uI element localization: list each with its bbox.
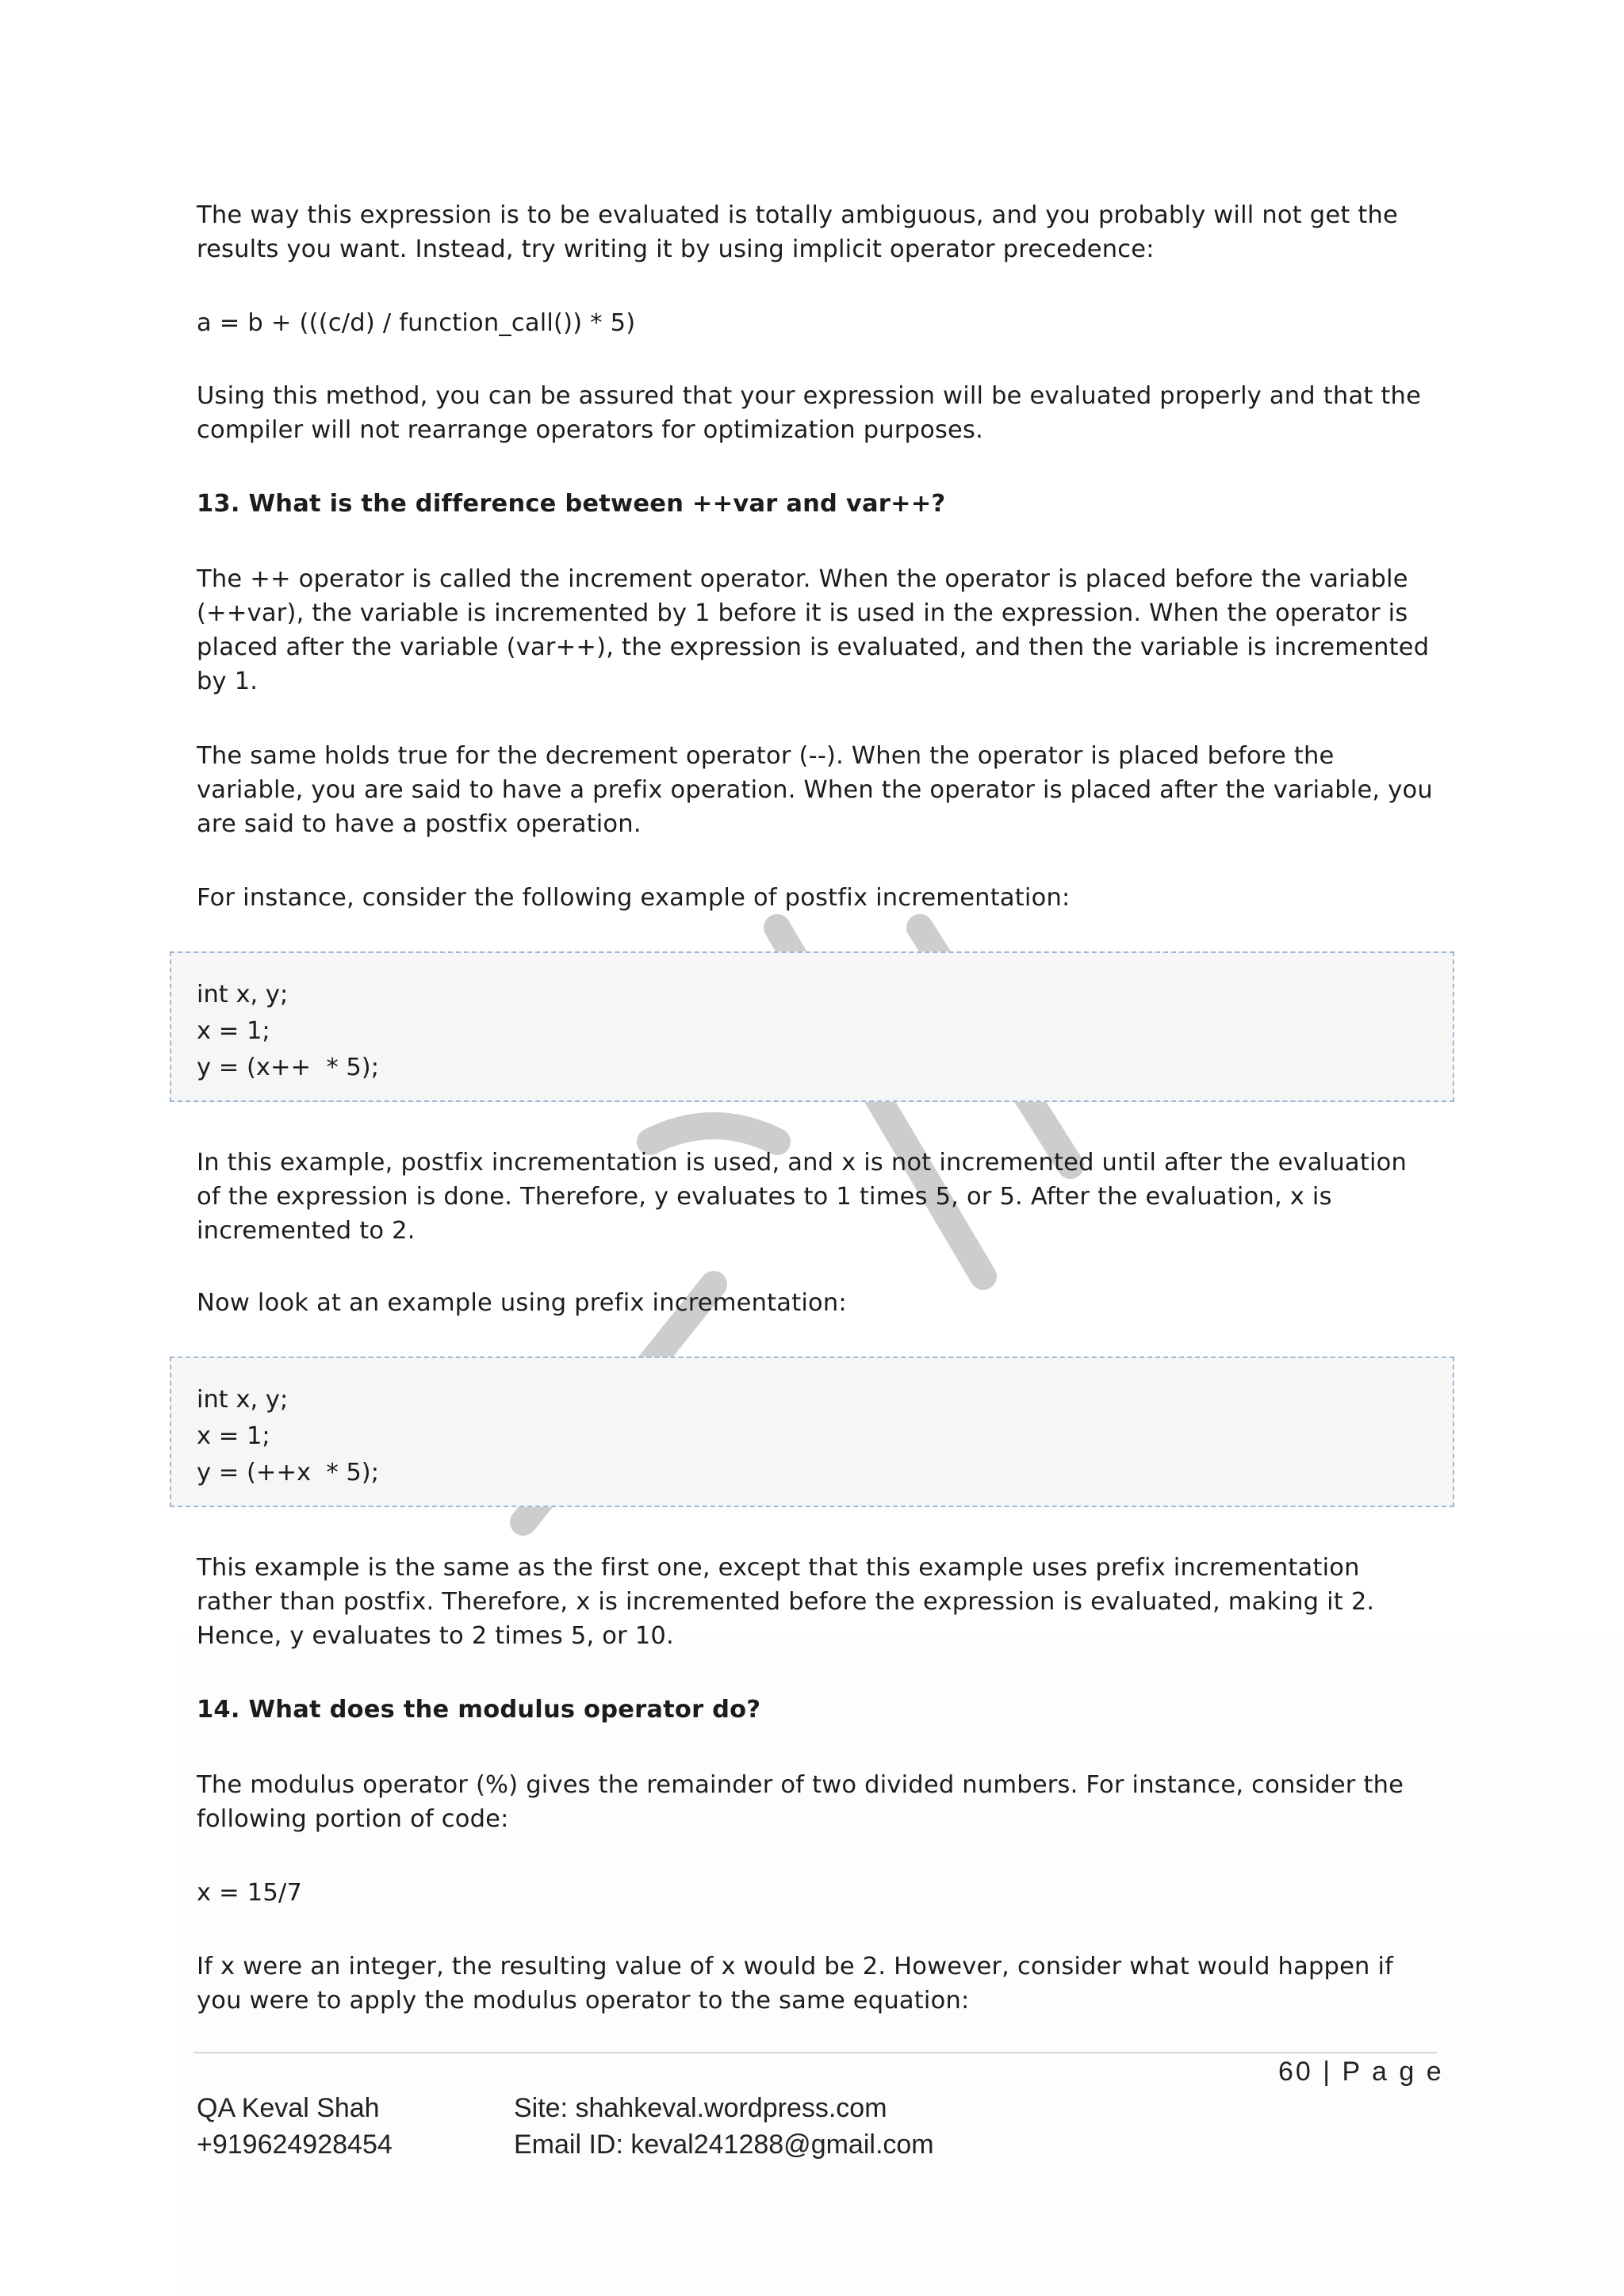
paragraph-increment: The ++ operator is called the increment operator. When the operator is placed before the variable (++var), the variable is incremented by 1 before it is used in the expression. When the operator is placed after the variable (var++), the expression is evaluated, and then the variable is incremented by 1. — [197, 565, 1430, 695]
paragraph-postfix-intro: For instance, consider the following example of postfix incrementation: — [197, 884, 1071, 912]
page-number: 60 | P a g e — [1278, 2057, 1444, 2087]
code-block-prefix — [170, 1357, 1454, 1507]
code-line: x = 1; — [197, 1422, 270, 1450]
paragraph-integer: If x were an integer, the resulting value of x would be 2. However, consider what would happen if you were to apply the modulus operator to the same equation: — [197, 1953, 1394, 2015]
paragraph-prefix-explanation: This example is the same as the first one, except that this example uses prefix incrementation rather than postfix. Therefore, x is incremented before the expression is evaluated, making it 2. Hence, y evaluates to 2 times 5, or 10. — [197, 1554, 1375, 1650]
code-line: int x, y; — [197, 981, 289, 1008]
expression-division: x = 15/7 — [197, 1879, 303, 1907]
paragraph-ambiguous: The way this expression is to be evaluated is totally ambiguous, and you probably will not get the results you want. Instead, try writing it by using implicit operator precedence: — [197, 201, 1399, 263]
site-link[interactable]: Site: shahkeval.wordpress.com — [514, 2093, 887, 2123]
paragraph-modulus: The modulus operator (%) gives the remainder of two divided numbers. For instance, consider the following portion of code: — [197, 1771, 1404, 1833]
author-phone: +919624928454 — [197, 2130, 393, 2160]
question-13-title: 13. What is the difference between ++var and var++? — [197, 490, 946, 518]
author-name: QA Keval Shah — [197, 2093, 380, 2123]
paragraph-postfix-explanation: In this example, postfix incrementation is used, and x is not incremented until after the evaluation of the expression is done. Therefore, y evaluates to 1 times 5, or 5. After the evaluation, x is incremented to 2. — [197, 1149, 1408, 1245]
footer-author — [197, 2090, 393, 2163]
code-line: y = (++x * 5); — [197, 1459, 379, 1487]
code-line: x = 1; — [197, 1017, 270, 1045]
question-14-title: 14. What does the modulus operator do? — [197, 1696, 761, 1724]
code-line: y = (x++ * 5); — [197, 1054, 379, 1081]
code-line: int x, y; — [197, 1386, 289, 1414]
paragraph-decrement: The same holds true for the decrement operator (--). When the operator is placed before the variable, you are said to have a prefix operation. When the operator is placed after the variable, you are said to have a postfix operation. — [197, 742, 1433, 838]
paragraph-prefix-intro: Now look at an example using prefix incrementation: — [197, 1289, 847, 1317]
expression-example: a = b + (((c/d) / function_call()) * 5) — [197, 309, 636, 337]
footer-contact — [514, 2090, 934, 2163]
email-link[interactable]: Email ID: keval241288@gmail.com — [514, 2130, 934, 2160]
footer-divider — [193, 2052, 1437, 2053]
code-block-postfix — [170, 951, 1454, 1102]
paragraph-method: Using this method, you can be assured that your expression will be evaluated properly and that the compiler will not rearrange operators for optimization purposes. — [197, 382, 1422, 444]
